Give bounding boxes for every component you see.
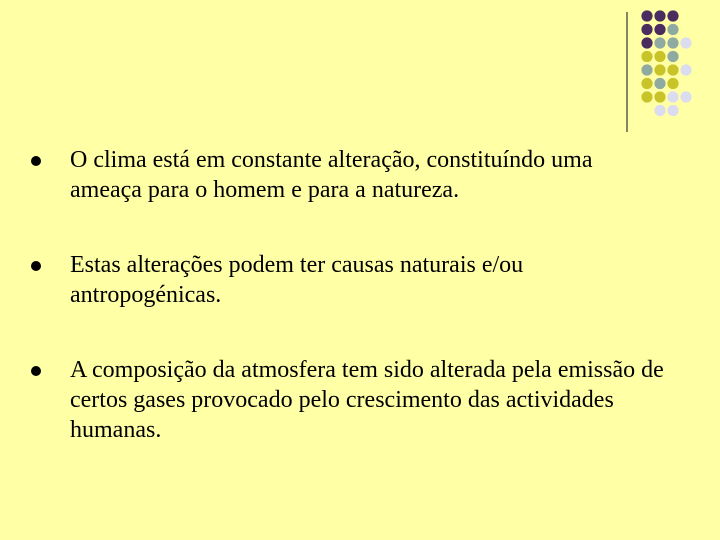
- decorative-dot: [641, 78, 652, 89]
- decorative-dot: [654, 91, 665, 102]
- bullet-text-1: O clima está em constante alteração, constituíndo uma ameaça para o homem e para a natureza.: [70, 147, 593, 203]
- decorative-dot: [654, 37, 665, 48]
- decorative-dot: [667, 78, 678, 89]
- decorative-dot: [654, 78, 665, 89]
- decorative-dot: [680, 91, 691, 102]
- decorative-dot-grid: [0, 0, 720, 140]
- decorative-dot: [654, 64, 665, 75]
- bullet-text-3: A composição da atmosfera tem sido alterada pela emissão de certos gases provocado pelo crescimento das actividades humanas.: [70, 357, 664, 443]
- decorative-dot: [667, 64, 678, 75]
- decorative-dot: [654, 105, 665, 116]
- bullet-dot: [31, 366, 41, 376]
- decorative-dot: [667, 105, 678, 116]
- decorative-dot: [654, 51, 665, 62]
- decorative-dot: [654, 24, 665, 35]
- decorative-dot: [667, 10, 678, 21]
- decorative-dot: [654, 10, 665, 21]
- decorative-dot: [667, 37, 678, 48]
- decorative-dot: [641, 37, 652, 48]
- dot-grid-group: [641, 10, 691, 116]
- decorative-dot: [641, 10, 652, 21]
- bullet-dot: [31, 156, 41, 166]
- decorative-dot: [680, 37, 691, 48]
- decorative-dot: [641, 64, 652, 75]
- decorative-dot: [641, 51, 652, 62]
- decorative-dot: [667, 24, 678, 35]
- decorative-dot: [667, 51, 678, 62]
- decorative-dot: [641, 91, 652, 102]
- bullet-dot: [31, 261, 41, 271]
- decorative-dot: [641, 24, 652, 35]
- bullet-text-2: Estas alterações podem ter causas naturais e/ou antropogénicas.: [70, 252, 524, 308]
- decorative-dot: [667, 91, 678, 102]
- decorative-dot: [680, 64, 691, 75]
